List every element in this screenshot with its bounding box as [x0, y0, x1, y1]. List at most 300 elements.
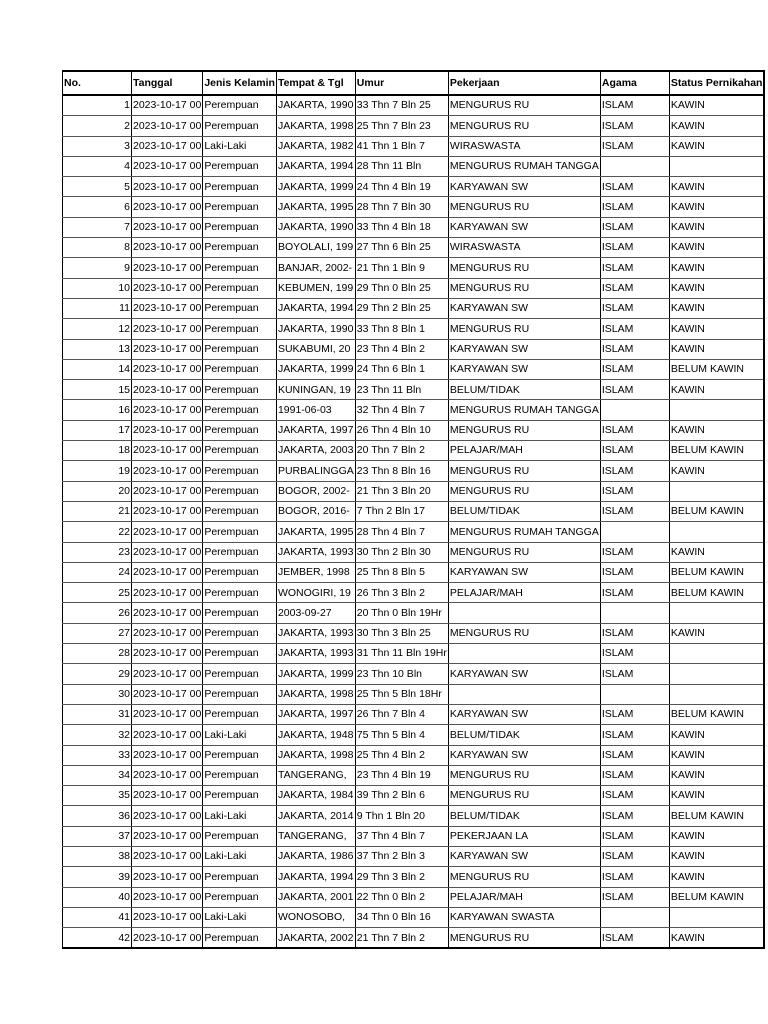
- cell-agama: ISLAM: [600, 95, 669, 116]
- cell-umur: 23 Thn 4 Bln 2: [355, 339, 448, 359]
- cell-pekerjaan: [448, 684, 600, 704]
- cell-jenis-kelamin: Perempuan: [203, 583, 277, 603]
- cell-pekerjaan: BELUM/TIDAK: [448, 806, 600, 826]
- cell-tanggal: 2023-10-17 00: [132, 461, 203, 481]
- cell-tanggal: 2023-10-17 00: [132, 928, 203, 949]
- cell-no: 26: [63, 603, 132, 623]
- cell-umur: 23 Thn 8 Bln 16: [355, 461, 448, 481]
- cell-jenis-kelamin: Perempuan: [203, 298, 277, 318]
- cell-tanggal: 2023-10-17 00: [132, 826, 203, 846]
- cell-status: KAWIN: [669, 867, 764, 887]
- cell-no: 25: [63, 583, 132, 603]
- cell-pekerjaan: KARYAWAN SW: [448, 359, 600, 379]
- cell-status: BELUM KAWIN: [669, 501, 764, 521]
- cell-tanggal: 2023-10-17 00: [132, 542, 203, 562]
- cell-no: 40: [63, 887, 132, 907]
- cell-no: 41: [63, 907, 132, 927]
- cell-agama: ISLAM: [600, 298, 669, 318]
- cell-agama: ISLAM: [600, 380, 669, 400]
- cell-tempat-tgl: JAKARTA, 2014: [276, 806, 355, 826]
- cell-tanggal: 2023-10-17 00: [132, 217, 203, 237]
- header-no: No.: [63, 71, 132, 95]
- cell-no: 28: [63, 644, 132, 664]
- cell-tanggal: 2023-10-17 00: [132, 745, 203, 765]
- table-row: [63, 907, 765, 927]
- cell-status: BELUM KAWIN: [669, 441, 764, 461]
- cell-status: BELUM KAWIN: [669, 806, 764, 826]
- cell-tempat-tgl: TANGERANG,: [276, 826, 355, 846]
- cell-jenis-kelamin: Perempuan: [203, 177, 277, 197]
- cell-tempat-tgl: JAKARTA, 1994: [276, 298, 355, 318]
- cell-umur: 26 Thn 7 Bln 4: [355, 704, 448, 724]
- cell-agama: ISLAM: [600, 319, 669, 339]
- cell-tempat-tgl: BOGOR, 2016-: [276, 501, 355, 521]
- cell-no: 30: [63, 684, 132, 704]
- cell-tempat-tgl: JAKARTA, 1982: [276, 136, 355, 156]
- cell-agama: ISLAM: [600, 664, 669, 684]
- cell-umur: 25 Thn 4 Bln 2: [355, 745, 448, 765]
- cell-no: 21: [63, 501, 132, 521]
- cell-umur: 24 Thn 6 Bln 1: [355, 359, 448, 379]
- cell-no: 16: [63, 400, 132, 420]
- header-tanggal: Tanggal: [132, 71, 203, 95]
- cell-jenis-kelamin: Laki-Laki: [203, 907, 277, 927]
- cell-jenis-kelamin: Perempuan: [203, 156, 277, 176]
- cell-tanggal: 2023-10-17 00: [132, 177, 203, 197]
- cell-jenis-kelamin: Perempuan: [203, 867, 277, 887]
- cell-umur: 30 Thn 2 Bln 30: [355, 542, 448, 562]
- table-row: [63, 928, 765, 949]
- cell-agama: ISLAM: [600, 583, 669, 603]
- cell-umur: 31 Thn 11 Bln 19Hr: [355, 644, 448, 664]
- table-row: [63, 319, 765, 339]
- cell-agama: ISLAM: [600, 887, 669, 907]
- cell-tanggal: 2023-10-17 00: [132, 867, 203, 887]
- cell-agama: ISLAM: [600, 177, 669, 197]
- cell-tanggal: 2023-10-17 00: [132, 359, 203, 379]
- cell-tempat-tgl: JAKARTA, 1999: [276, 664, 355, 684]
- table-row: [63, 339, 765, 359]
- cell-no: 20: [63, 481, 132, 501]
- cell-umur: 23 Thn 11 Bln: [355, 380, 448, 400]
- cell-umur: 26 Thn 4 Bln 10: [355, 420, 448, 440]
- cell-no: 12: [63, 319, 132, 339]
- cell-umur: 32 Thn 4 Bln 7: [355, 400, 448, 420]
- cell-jenis-kelamin: Perempuan: [203, 644, 277, 664]
- cell-status: KAWIN: [669, 298, 764, 318]
- cell-pekerjaan: BELUM/TIDAK: [448, 501, 600, 521]
- cell-status: KAWIN: [669, 826, 764, 846]
- cell-umur: 24 Thn 4 Bln 19: [355, 177, 448, 197]
- cell-status: KAWIN: [669, 278, 764, 298]
- cell-umur: 28 Thn 4 Bln 7: [355, 522, 448, 542]
- cell-jenis-kelamin: Laki-Laki: [203, 806, 277, 826]
- table-row: [63, 704, 765, 724]
- header-pekerjaan: Pekerjaan: [448, 71, 600, 95]
- table-row: [63, 441, 765, 461]
- cell-tempat-tgl: WONOGIRI, 19: [276, 583, 355, 603]
- cell-jenis-kelamin: Perempuan: [203, 461, 277, 481]
- cell-tanggal: 2023-10-17 00: [132, 116, 203, 136]
- cell-agama: ISLAM: [600, 197, 669, 217]
- cell-agama: ISLAM: [600, 481, 669, 501]
- cell-agama: ISLAM: [600, 339, 669, 359]
- cell-pekerjaan: KARYAWAN SW: [448, 846, 600, 866]
- cell-status: [669, 481, 764, 501]
- cell-agama: [600, 907, 669, 927]
- cell-tempat-tgl: KUNINGAN, 19: [276, 380, 355, 400]
- cell-agama: ISLAM: [600, 745, 669, 765]
- table-row: [63, 542, 765, 562]
- cell-agama: ISLAM: [600, 623, 669, 643]
- cell-no: 23: [63, 542, 132, 562]
- cell-no: 29: [63, 664, 132, 684]
- cell-jenis-kelamin: Perempuan: [203, 603, 277, 623]
- cell-agama: ISLAM: [600, 725, 669, 745]
- cell-agama: ISLAM: [600, 258, 669, 278]
- cell-umur: 21 Thn 1 Bln 9: [355, 258, 448, 278]
- cell-tempat-tgl: TANGERANG,: [276, 765, 355, 785]
- header-jenis-kelamin: Jenis Kelamin: [203, 71, 277, 95]
- cell-umur: 29 Thn 3 Bln 2: [355, 867, 448, 887]
- table-row: [63, 217, 765, 237]
- table-row: [63, 95, 765, 116]
- cell-status: BELUM KAWIN: [669, 562, 764, 582]
- cell-tanggal: 2023-10-17 00: [132, 583, 203, 603]
- table-row: [63, 725, 765, 745]
- cell-status: [669, 907, 764, 927]
- cell-no: 27: [63, 623, 132, 643]
- cell-status: KAWIN: [669, 258, 764, 278]
- table-row: [63, 197, 765, 217]
- cell-no: 34: [63, 765, 132, 785]
- cell-tempat-tgl: 2003-09-27: [276, 603, 355, 623]
- cell-tempat-tgl: JAKARTA, 1997: [276, 420, 355, 440]
- cell-no: 17: [63, 420, 132, 440]
- cell-umur: 34 Thn 0 Bln 16: [355, 907, 448, 927]
- cell-no: 13: [63, 339, 132, 359]
- cell-pekerjaan: PELAJAR/MAH: [448, 583, 600, 603]
- cell-umur: 37 Thn 4 Bln 7: [355, 826, 448, 846]
- cell-tempat-tgl: JAKARTA, 1995: [276, 522, 355, 542]
- cell-no: 2: [63, 116, 132, 136]
- cell-agama: ISLAM: [600, 420, 669, 440]
- cell-pekerjaan: MENGURUS RU: [448, 765, 600, 785]
- cell-tanggal: 2023-10-17 00: [132, 603, 203, 623]
- cell-tanggal: 2023-10-17 00: [132, 400, 203, 420]
- cell-agama: ISLAM: [600, 238, 669, 258]
- cell-agama: ISLAM: [600, 278, 669, 298]
- cell-no: 22: [63, 522, 132, 542]
- cell-agama: ISLAM: [600, 542, 669, 562]
- table-row: [63, 684, 765, 704]
- cell-tanggal: 2023-10-17 00: [132, 238, 203, 258]
- cell-tempat-tgl: JAKARTA, 1993: [276, 542, 355, 562]
- cell-no: 1: [63, 95, 132, 116]
- cell-tempat-tgl: JAKARTA, 1986: [276, 846, 355, 866]
- cell-agama: [600, 156, 669, 176]
- cell-umur: 30 Thn 3 Bln 25: [355, 623, 448, 643]
- cell-status: KAWIN: [669, 238, 764, 258]
- cell-tempat-tgl: JAKARTA, 1993: [276, 644, 355, 664]
- table-row: [63, 562, 765, 582]
- cell-tempat-tgl: PURBALINGGA: [276, 461, 355, 481]
- cell-no: 15: [63, 380, 132, 400]
- cell-jenis-kelamin: Perempuan: [203, 745, 277, 765]
- cell-status: KAWIN: [669, 116, 764, 136]
- cell-status: [669, 400, 764, 420]
- cell-umur: 41 Thn 1 Bln 7: [355, 136, 448, 156]
- cell-tanggal: 2023-10-17 00: [132, 644, 203, 664]
- cell-umur: 25 Thn 7 Bln 23: [355, 116, 448, 136]
- cell-tanggal: 2023-10-17 00: [132, 786, 203, 806]
- cell-jenis-kelamin: Perempuan: [203, 217, 277, 237]
- cell-umur: 20 Thn 7 Bln 2: [355, 441, 448, 461]
- cell-umur: 28 Thn 7 Bln 30: [355, 197, 448, 217]
- cell-umur: 9 Thn 1 Bln 20: [355, 806, 448, 826]
- cell-jenis-kelamin: Perempuan: [203, 278, 277, 298]
- cell-pekerjaan: MENGURUS RU: [448, 258, 600, 278]
- cell-no: 38: [63, 846, 132, 866]
- cell-status: KAWIN: [669, 623, 764, 643]
- table-row: [63, 420, 765, 440]
- cell-tempat-tgl: JAKARTA, 1998: [276, 745, 355, 765]
- cell-tanggal: 2023-10-17 00: [132, 258, 203, 278]
- cell-pekerjaan: KARYAWAN SW: [448, 217, 600, 237]
- cell-jenis-kelamin: Perempuan: [203, 928, 277, 949]
- cell-jenis-kelamin: Perempuan: [203, 441, 277, 461]
- cell-tempat-tgl: WONOSOBO,: [276, 907, 355, 927]
- cell-tanggal: 2023-10-17 00: [132, 156, 203, 176]
- cell-umur: 75 Thn 5 Bln 4: [355, 725, 448, 745]
- cell-jenis-kelamin: Laki-Laki: [203, 136, 277, 156]
- cell-status: KAWIN: [669, 786, 764, 806]
- cell-umur: 29 Thn 2 Bln 25: [355, 298, 448, 318]
- table-row: [63, 298, 765, 318]
- cell-status: KAWIN: [669, 136, 764, 156]
- cell-tempat-tgl: BANJAR, 2002-: [276, 258, 355, 278]
- cell-agama: ISLAM: [600, 826, 669, 846]
- cell-agama: [600, 522, 669, 542]
- table-row: [63, 380, 765, 400]
- cell-tempat-tgl: JAKARTA, 2001: [276, 887, 355, 907]
- cell-jenis-kelamin: Perempuan: [203, 522, 277, 542]
- cell-tempat-tgl: JAKARTA, 1997: [276, 704, 355, 724]
- table-row: [63, 664, 765, 684]
- cell-tanggal: 2023-10-17 00: [132, 319, 203, 339]
- cell-umur: 7 Thn 2 Bln 17: [355, 501, 448, 521]
- cell-pekerjaan: MENGURUS RU: [448, 278, 600, 298]
- cell-status: [669, 664, 764, 684]
- cell-jenis-kelamin: Perempuan: [203, 116, 277, 136]
- cell-no: 33: [63, 745, 132, 765]
- cell-umur: 22 Thn 0 Bln 2: [355, 887, 448, 907]
- table-row: [63, 177, 765, 197]
- cell-jenis-kelamin: Perempuan: [203, 95, 277, 116]
- table-row: [63, 156, 765, 176]
- cell-jenis-kelamin: Perempuan: [203, 481, 277, 501]
- cell-pekerjaan: PELAJAR/MAH: [448, 441, 600, 461]
- table-row: [63, 887, 765, 907]
- cell-agama: ISLAM: [600, 867, 669, 887]
- cell-pekerjaan: PELAJAR/MAH: [448, 887, 600, 907]
- cell-jenis-kelamin: Perempuan: [203, 197, 277, 217]
- cell-status: KAWIN: [669, 319, 764, 339]
- cell-jenis-kelamin: Perempuan: [203, 319, 277, 339]
- cell-no: 11: [63, 298, 132, 318]
- cell-jenis-kelamin: Perempuan: [203, 623, 277, 643]
- cell-agama: ISLAM: [600, 562, 669, 582]
- header-row: [63, 71, 765, 95]
- cell-status: KAWIN: [669, 928, 764, 949]
- cell-pekerjaan: MENGURUS RUMAH TANGGA: [448, 522, 600, 542]
- cell-tempat-tgl: JAKARTA, 1999: [276, 359, 355, 379]
- table-row: [63, 786, 765, 806]
- cell-tanggal: 2023-10-17 00: [132, 664, 203, 684]
- cell-tanggal: 2023-10-17 00: [132, 278, 203, 298]
- cell-tempat-tgl: 1991-06-03: [276, 400, 355, 420]
- cell-agama: [600, 684, 669, 704]
- cell-status: KAWIN: [669, 420, 764, 440]
- cell-jenis-kelamin: Perempuan: [203, 887, 277, 907]
- cell-jenis-kelamin: Perempuan: [203, 359, 277, 379]
- cell-tanggal: 2023-10-17 00: [132, 136, 203, 156]
- cell-status: KAWIN: [669, 339, 764, 359]
- cell-tempat-tgl: JEMBER, 1998: [276, 562, 355, 582]
- table-row: [63, 644, 765, 664]
- cell-status: [669, 522, 764, 542]
- cell-no: 3: [63, 136, 132, 156]
- header-agama: Agama: [600, 71, 669, 95]
- cell-agama: [600, 400, 669, 420]
- cell-agama: ISLAM: [600, 644, 669, 664]
- cell-tempat-tgl: JAKARTA, 1995: [276, 197, 355, 217]
- cell-tempat-tgl: KEBUMEN, 199: [276, 278, 355, 298]
- cell-agama: ISLAM: [600, 704, 669, 724]
- cell-jenis-kelamin: Perempuan: [203, 562, 277, 582]
- cell-no: 14: [63, 359, 132, 379]
- cell-pekerjaan: KARYAWAN SW: [448, 298, 600, 318]
- cell-agama: ISLAM: [600, 217, 669, 237]
- cell-tempat-tgl: JAKARTA, 1993: [276, 623, 355, 643]
- table-row: [63, 400, 765, 420]
- cell-tanggal: 2023-10-17 00: [132, 887, 203, 907]
- table-row: [63, 461, 765, 481]
- cell-tanggal: 2023-10-17 00: [132, 623, 203, 643]
- cell-pekerjaan: KARYAWAN SW: [448, 664, 600, 684]
- cell-no: 42: [63, 928, 132, 949]
- cell-tanggal: 2023-10-17 00: [132, 684, 203, 704]
- cell-pekerjaan: KARYAWAN SW: [448, 562, 600, 582]
- cell-agama: ISLAM: [600, 501, 669, 521]
- cell-tempat-tgl: JAKARTA, 1998: [276, 684, 355, 704]
- cell-pekerjaan: KARYAWAN SWASTA: [448, 907, 600, 927]
- cell-tanggal: 2023-10-17 00: [132, 765, 203, 785]
- header-umur: Umur: [355, 71, 448, 95]
- cell-tanggal: 2023-10-17 00: [132, 197, 203, 217]
- cell-jenis-kelamin: Perempuan: [203, 684, 277, 704]
- cell-status: BELUM KAWIN: [669, 887, 764, 907]
- cell-umur: 25 Thn 5 Bln 18Hr: [355, 684, 448, 704]
- cell-tempat-tgl: SUKABUMI, 20: [276, 339, 355, 359]
- cell-tempat-tgl: JAKARTA, 1998: [276, 116, 355, 136]
- cell-pekerjaan: MENGURUS RUMAH TANGGA: [448, 156, 600, 176]
- table-row: [63, 501, 765, 521]
- cell-no: 7: [63, 217, 132, 237]
- cell-pekerjaan: MENGURUS RU: [448, 319, 600, 339]
- cell-status: KAWIN: [669, 846, 764, 866]
- cell-pekerjaan: KARYAWAN SW: [448, 339, 600, 359]
- cell-jenis-kelamin: Perempuan: [203, 765, 277, 785]
- cell-no: 31: [63, 704, 132, 724]
- cell-jenis-kelamin: Laki-Laki: [203, 846, 277, 866]
- table-row: [63, 603, 765, 623]
- cell-umur: 27 Thn 6 Bln 25: [355, 238, 448, 258]
- cell-agama: ISLAM: [600, 461, 669, 481]
- cell-tanggal: 2023-10-17 00: [132, 339, 203, 359]
- table-row: [63, 278, 765, 298]
- cell-status: [669, 603, 764, 623]
- cell-tempat-tgl: JAKARTA, 1990: [276, 217, 355, 237]
- cell-tempat-tgl: JAKARTA, 1948: [276, 725, 355, 745]
- cell-agama: ISLAM: [600, 806, 669, 826]
- cell-agama: ISLAM: [600, 359, 669, 379]
- cell-agama: ISLAM: [600, 846, 669, 866]
- cell-jenis-kelamin: Perempuan: [203, 501, 277, 521]
- cell-tempat-tgl: JAKARTA, 2002: [276, 928, 355, 949]
- cell-no: 37: [63, 826, 132, 846]
- table-row: [63, 765, 765, 785]
- cell-tempat-tgl: BOYOLALI, 199: [276, 238, 355, 258]
- table-row: [63, 258, 765, 278]
- cell-pekerjaan: BELUM/TIDAK: [448, 380, 600, 400]
- cell-agama: ISLAM: [600, 116, 669, 136]
- cell-pekerjaan: MENGURUS RUMAH TANGGA: [448, 400, 600, 420]
- cell-status: KAWIN: [669, 765, 764, 785]
- cell-pekerjaan: MENGURUS RU: [448, 928, 600, 949]
- cell-tanggal: 2023-10-17 00: [132, 704, 203, 724]
- cell-status: KAWIN: [669, 95, 764, 116]
- cell-pekerjaan: MENGURUS RU: [448, 116, 600, 136]
- cell-umur: 39 Thn 2 Bln 6: [355, 786, 448, 806]
- cell-umur: 25 Thn 8 Bln 5: [355, 562, 448, 582]
- cell-umur: 21 Thn 7 Bln 2: [355, 928, 448, 949]
- cell-status: BELUM KAWIN: [669, 583, 764, 603]
- cell-agama: ISLAM: [600, 441, 669, 461]
- table-row: [63, 806, 765, 826]
- cell-agama: ISLAM: [600, 928, 669, 949]
- cell-no: 4: [63, 156, 132, 176]
- table-row: [63, 136, 765, 156]
- cell-no: 10: [63, 278, 132, 298]
- cell-tanggal: 2023-10-17 00: [132, 380, 203, 400]
- cell-no: 19: [63, 461, 132, 481]
- cell-status: KAWIN: [669, 217, 764, 237]
- cell-jenis-kelamin: Perempuan: [203, 380, 277, 400]
- cell-pekerjaan: MENGURUS RU: [448, 95, 600, 116]
- cell-tempat-tgl: JAKARTA, 1984: [276, 786, 355, 806]
- cell-tempat-tgl: JAKARTA, 1994: [276, 156, 355, 176]
- cell-status: KAWIN: [669, 745, 764, 765]
- cell-pekerjaan: WIRASWASTA: [448, 136, 600, 156]
- cell-no: 18: [63, 441, 132, 461]
- cell-tanggal: 2023-10-17 00: [132, 420, 203, 440]
- table-row: [63, 583, 765, 603]
- cell-status: BELUM KAWIN: [669, 359, 764, 379]
- cell-pekerjaan: MENGURUS RU: [448, 461, 600, 481]
- cell-tanggal: 2023-10-17 00: [132, 441, 203, 461]
- cell-tanggal: 2023-10-17 00: [132, 725, 203, 745]
